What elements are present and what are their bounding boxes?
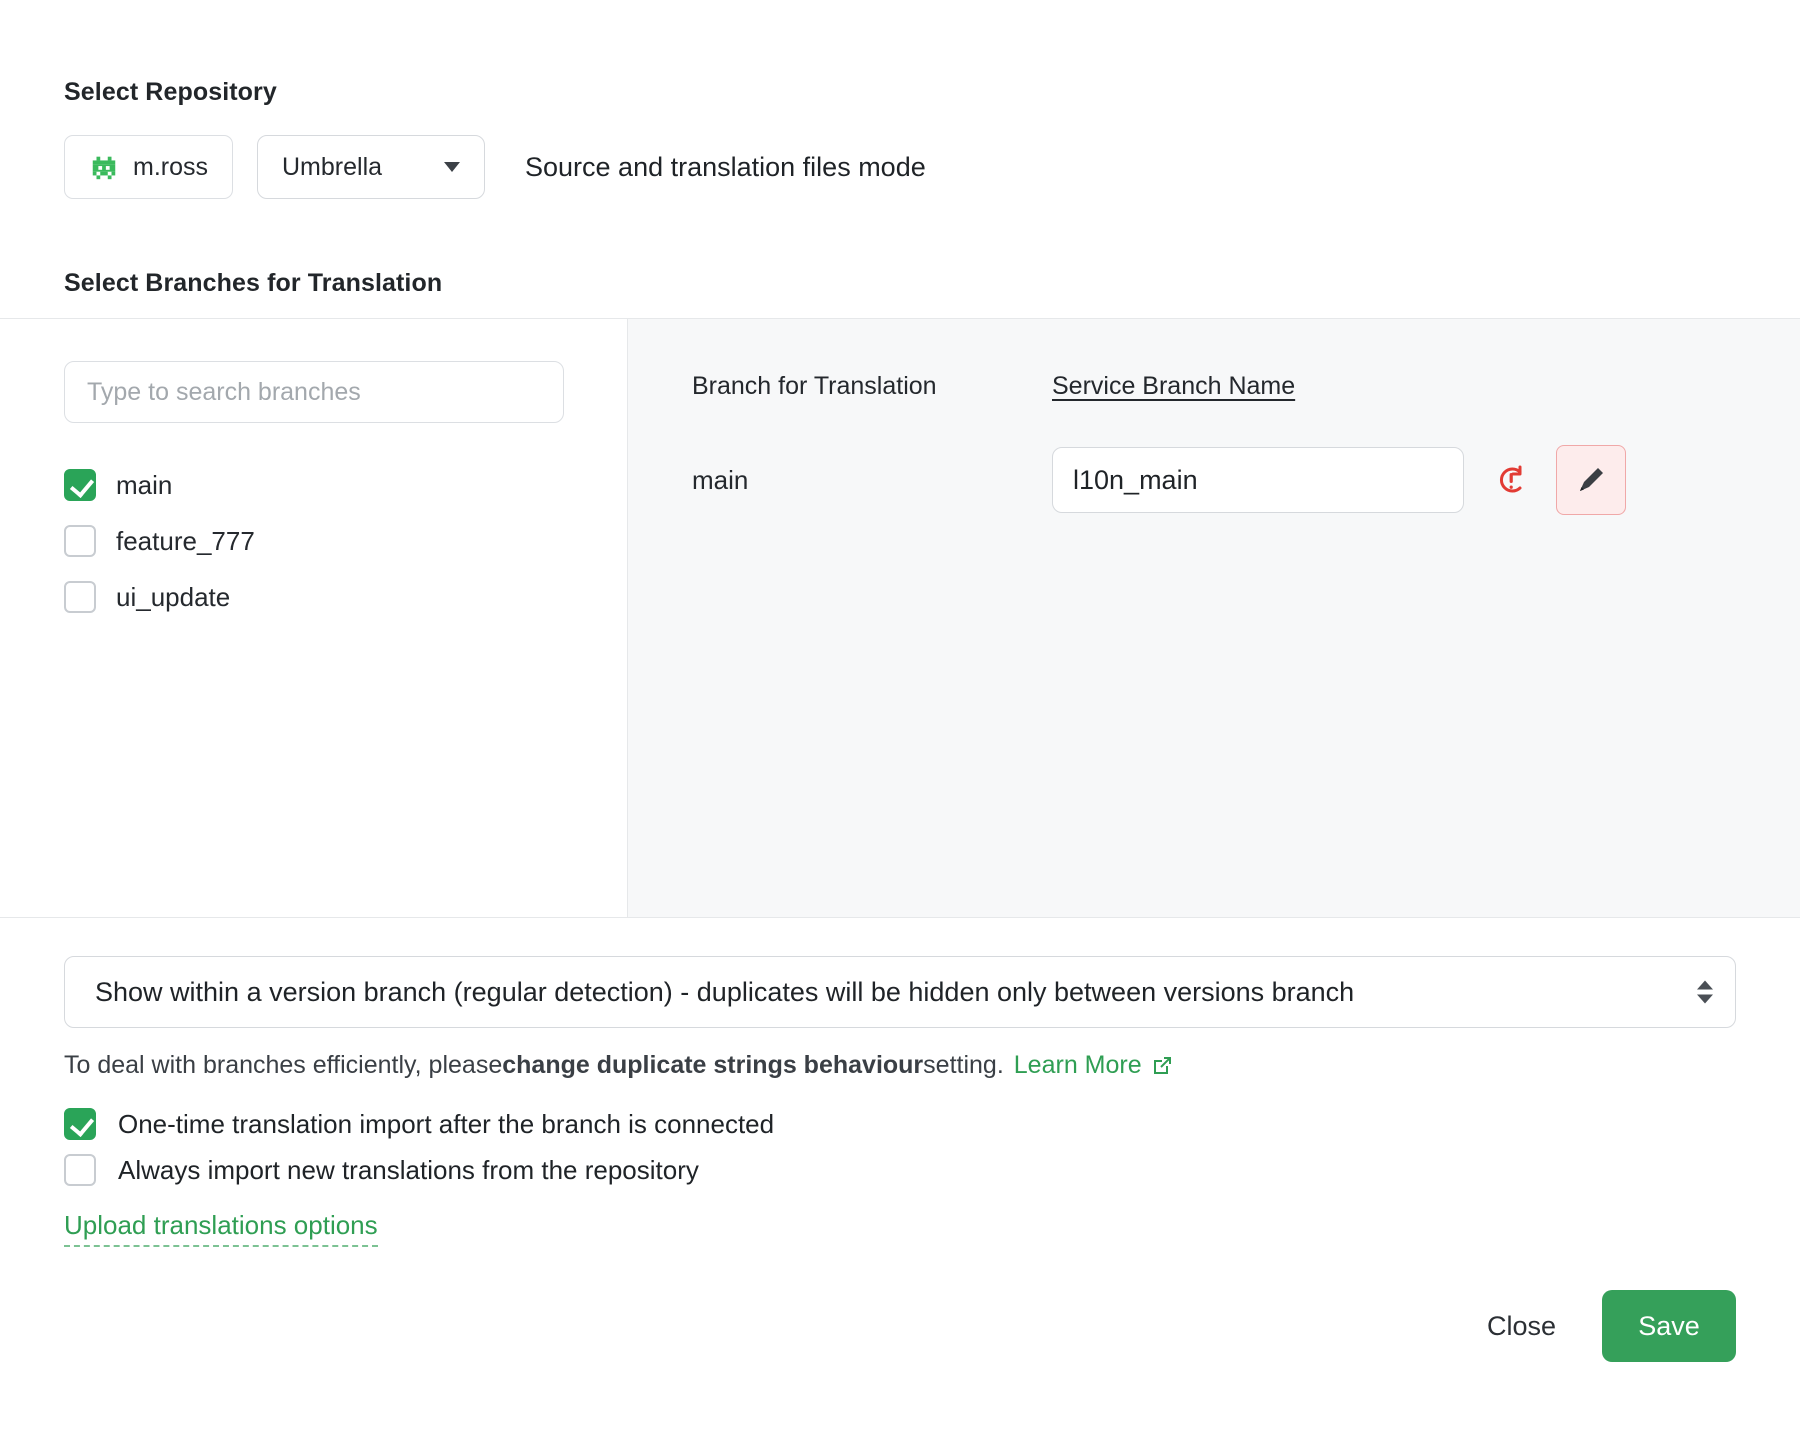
branch-label: feature_777 <box>116 525 255 556</box>
branch-checkbox-ui-update[interactable] <box>64 581 96 613</box>
save-button[interactable]: Save <box>1602 1290 1736 1362</box>
branch-checkbox-main[interactable] <box>64 469 96 501</box>
option-label: One-time translation import after the branch is connected <box>118 1108 775 1139</box>
list-item[interactable] <box>64 569 627 625</box>
close-button[interactable]: Close <box>1481 1301 1562 1352</box>
hint-suffix: setting. <box>923 1051 1004 1079</box>
branches-panel <box>0 318 1800 918</box>
duplicate-strings-value: Show within a version branch (regular detection) - duplicates will be hidden only between versions branch <box>95 976 1355 1007</box>
edit-service-branch-button[interactable] <box>1556 445 1626 515</box>
search-branches-input[interactable] <box>64 361 564 423</box>
branch-name-cell: main <box>692 464 749 495</box>
column-header-service-branch: Service Branch Name <box>1052 372 1296 400</box>
hint-prefix: To deal with branches efficiently, please <box>64 1051 503 1079</box>
table-row <box>692 445 1800 515</box>
repository-select-value: Umbrella <box>282 152 383 181</box>
option-label: Always import new translations from the repository <box>118 1154 699 1185</box>
account-name: m.ross <box>133 152 208 181</box>
hint-bold: change duplicate strings behaviour <box>502 1051 924 1079</box>
account-chip[interactable] <box>64 135 233 199</box>
github-icon <box>89 152 119 182</box>
branch-label: main <box>116 469 173 500</box>
select-branches-label: Select Branches for Translation <box>64 269 443 297</box>
table-header <box>692 361 1800 401</box>
files-mode-text: Source and translation files mode <box>525 151 926 182</box>
select-repository-label: Select Repository <box>64 78 277 106</box>
column-header-branch: Branch for Translation <box>692 372 937 400</box>
sync-warning-icon[interactable] <box>1494 463 1528 497</box>
one-time-import-checkbox[interactable] <box>64 1108 96 1140</box>
always-import-checkbox[interactable] <box>64 1154 96 1186</box>
upload-translations-options-link[interactable]: Upload translations options <box>64 1210 378 1247</box>
branch-label: ui_update <box>116 581 231 612</box>
duplicate-strings-select[interactable] <box>64 956 1736 1028</box>
option-always-import[interactable] <box>64 1154 1736 1186</box>
duplicate-hint <box>64 1051 1736 1080</box>
learn-more-link[interactable]: Learn More <box>1013 1051 1142 1079</box>
service-branch-table <box>628 319 1800 917</box>
branch-checkbox-feature-777[interactable] <box>64 525 96 557</box>
list-item[interactable] <box>64 457 627 513</box>
bottom-settings <box>0 918 1800 1247</box>
service-branch-name-input[interactable] <box>1052 447 1464 513</box>
list-item[interactable] <box>64 513 627 569</box>
pencil-icon <box>1575 464 1607 496</box>
repository-row <box>64 135 926 199</box>
dialog-footer <box>1481 1290 1736 1362</box>
branch-picker <box>0 319 628 917</box>
branch-list <box>64 457 627 625</box>
repository-select[interactable] <box>257 135 485 199</box>
external-link-icon[interactable] <box>1150 1054 1174 1078</box>
option-one-time-import[interactable] <box>64 1108 1736 1140</box>
select-arrows-icon <box>1697 981 1713 1004</box>
chevron-down-icon <box>444 162 460 172</box>
